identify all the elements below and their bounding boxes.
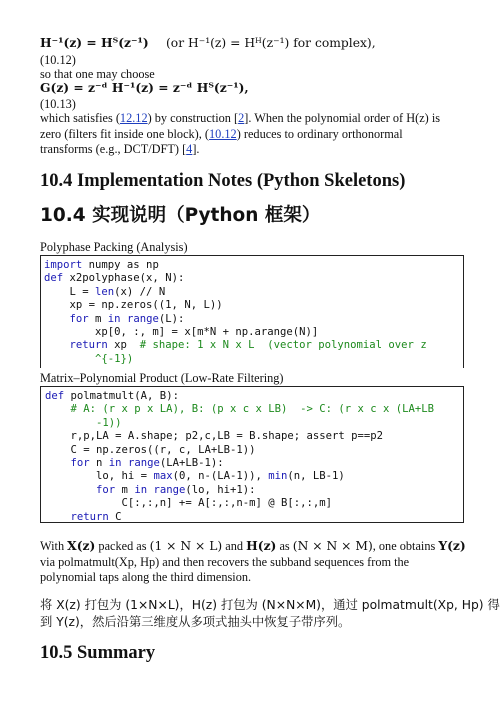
code-comment: # A: (r x p x LA), B: (p x c x LB) -> C: (r x c x (LA+LB <box>70 403 435 416</box>
code-keyword: range <box>153 483 186 496</box>
code-text: numpy as np <box>82 259 159 271</box>
code-line <box>44 299 463 312</box>
code-text: (0, n-(LA-1)), <box>172 470 269 483</box>
paragraph-line-3 <box>40 141 200 157</box>
equation-synthesis-choice: G(z) = z⁻ᵈ H⁻¹(z) = z⁻ᵈ Hᵀ(z⁻¹), <box>40 80 249 95</box>
paragraph2-line-2: via polmatmult(Xp, Hp) and then recovers the subband sequences from the <box>40 555 410 569</box>
code-keyword: in <box>107 312 121 325</box>
so-that-text: so that one may choose <box>40 67 155 81</box>
math-X: X(z) <box>67 538 96 553</box>
equation-inverse-paraunitary <box>40 35 149 51</box>
paragraph-cn-line-1: 将 X(z) 打包为 (1×N×L)，H(z) 打包为 (N×N×M)，通过 polmatmult(Xp, Hp) 得 <box>40 598 500 612</box>
text-run: ]. <box>192 142 200 156</box>
code-text: (L): <box>158 312 185 325</box>
text-run: as <box>276 539 293 553</box>
math-shape-h: (N × N × M) <box>292 539 373 553</box>
text-run: , one obtains <box>372 539 439 553</box>
citation-link-4[interactable]: 4 <box>186 142 193 156</box>
code-line <box>45 511 463 524</box>
code-line <box>44 326 463 339</box>
code-text: (n, LB-1) <box>287 470 345 483</box>
code-text: x2polyphase(x, N): <box>63 272 185 285</box>
code-keyword: for <box>69 312 89 325</box>
section-heading-implementation-notes-cn: 10.4 实现说明（Python 框架） <box>40 205 321 226</box>
code-text: C = np.zeros((r, c, LA+LB-1)) <box>45 443 256 456</box>
text-run: ) reduces to ordinary orthonormal <box>236 127 403 141</box>
text-run: zero (filters fit inside one block), ( <box>40 127 210 141</box>
code-keyword: min <box>268 470 288 483</box>
code-text: polmatmult(A, B): <box>64 390 179 402</box>
code-line <box>45 444 463 457</box>
equation-complex-note <box>166 35 376 51</box>
code-text: m <box>88 312 108 325</box>
code-keyword: in <box>108 456 122 469</box>
code-text <box>45 511 71 523</box>
code-text <box>45 457 71 469</box>
code-text: n <box>89 456 109 469</box>
paragraph-cn-line-2: 到 Y(z)，然后沿第三维度从多项式抽头中恢复子带序列。 <box>40 615 351 629</box>
code-keyword: return <box>70 510 109 523</box>
code-keyword: range <box>127 456 160 469</box>
code-line <box>45 457 463 470</box>
code-line <box>44 313 463 326</box>
paragraph-line-1 <box>40 110 440 126</box>
section-heading-summary: 10.5 Summary <box>40 643 156 663</box>
code-line <box>45 484 463 497</box>
text-run: packed as <box>95 539 150 553</box>
code-text: xp = np.zeros((1, N, L)) <box>44 299 223 312</box>
code-text: xp <box>107 339 140 352</box>
equation-rhs: (or H⁻¹(z) = Hᴴ(z⁻¹) for complex), <box>166 36 376 50</box>
equation-tag-10-13: (10.13) <box>40 97 76 111</box>
code-listing-polyphase-packing <box>40 255 464 368</box>
listing-caption-polyphase-packing: Polyphase Packing (Analysis) <box>40 240 188 254</box>
citation-link-2[interactable]: 2 <box>238 111 245 125</box>
code-text: C[:,:,n] += A[:,:,n-m] @ B[:,:,m] <box>45 497 333 510</box>
text-run: which satisfies ( <box>40 111 120 125</box>
code-text: xp[0, :, m] = x[m*N + np.arange(N)] <box>44 325 319 338</box>
code-line <box>45 430 463 443</box>
equation-link-12-12[interactable]: 12.12 <box>119 111 148 125</box>
code-keyword: def <box>44 272 64 285</box>
code-keyword: import <box>44 259 83 271</box>
equation-link-10-12[interactable]: 10.12 <box>209 127 237 141</box>
code-text: (x) // N <box>114 285 166 298</box>
code-text: L = <box>44 285 96 298</box>
section-heading-implementation-notes: 10.4 Implementation Notes (Python Skeletons) <box>40 171 406 191</box>
text-run: and <box>222 539 247 553</box>
code-border-left <box>40 255 41 368</box>
paragraph-line-2 <box>40 126 403 142</box>
code-line <box>44 339 463 352</box>
text-run: ]. When the polynomial order of H(z) is <box>244 111 441 125</box>
code-text: m <box>115 483 135 496</box>
code-keyword: len <box>95 285 115 298</box>
text-run: With <box>40 539 68 553</box>
code-comment <box>44 353 95 365</box>
code-text: (lo, hi+1): <box>185 483 256 496</box>
code-text: lo, hi = <box>45 470 154 483</box>
math-shape-x: (1 × N × L) <box>149 539 223 553</box>
code-lines <box>44 259 463 366</box>
paragraph2-line-3: polynomial taps along the third dimension. <box>40 570 252 584</box>
code-line <box>45 497 463 510</box>
equation-tag-10-12: (10.12) <box>40 53 76 67</box>
code-line <box>45 417 463 430</box>
code-text <box>45 403 71 415</box>
code-line <box>45 470 463 483</box>
code-keyword: for <box>70 456 90 469</box>
code-text <box>44 313 70 325</box>
code-line <box>44 272 463 285</box>
code-keyword: in <box>134 483 148 496</box>
code-comment: -1)) <box>45 416 122 429</box>
code-text: C <box>108 510 122 523</box>
code-text: (LA+LB-1): <box>159 456 224 469</box>
code-keyword: for <box>96 483 116 496</box>
code-line <box>44 259 463 272</box>
text-run: ) by construction [ <box>147 111 239 125</box>
code-listing-polmatmult <box>40 386 464 523</box>
text-run: transforms (e.g., DCT/DFT) [ <box>40 142 187 156</box>
code-keyword: def <box>45 390 65 402</box>
code-keyword: range <box>126 312 159 325</box>
code-comment: ^{-1}) <box>95 352 134 365</box>
math-H: H(z) <box>246 538 277 553</box>
code-text <box>45 484 96 496</box>
paragraph2-line-1 <box>40 538 466 554</box>
code-comment: # shape: 1 x N x L (vector polynomial over z <box>139 339 427 352</box>
math-Y: Y(z) <box>438 538 466 553</box>
code-text <box>44 339 70 351</box>
code-text: r,p,LA = A.shape; p2,c,LB = B.shape; assert p==p2 <box>45 430 384 443</box>
code-keyword: return <box>69 339 108 352</box>
code-line <box>44 353 463 366</box>
code-keyword: max <box>153 470 173 483</box>
equation-lhs: H⁻¹(z) = Hᵀ(z⁻¹) <box>40 35 149 50</box>
code-line <box>44 286 463 299</box>
code-lines <box>45 390 463 524</box>
code-line <box>45 390 463 403</box>
code-line <box>45 403 463 416</box>
listing-caption-matrix-polynomial: Matrix–Polynomial Product (Low-Rate Filtering) <box>40 371 284 385</box>
